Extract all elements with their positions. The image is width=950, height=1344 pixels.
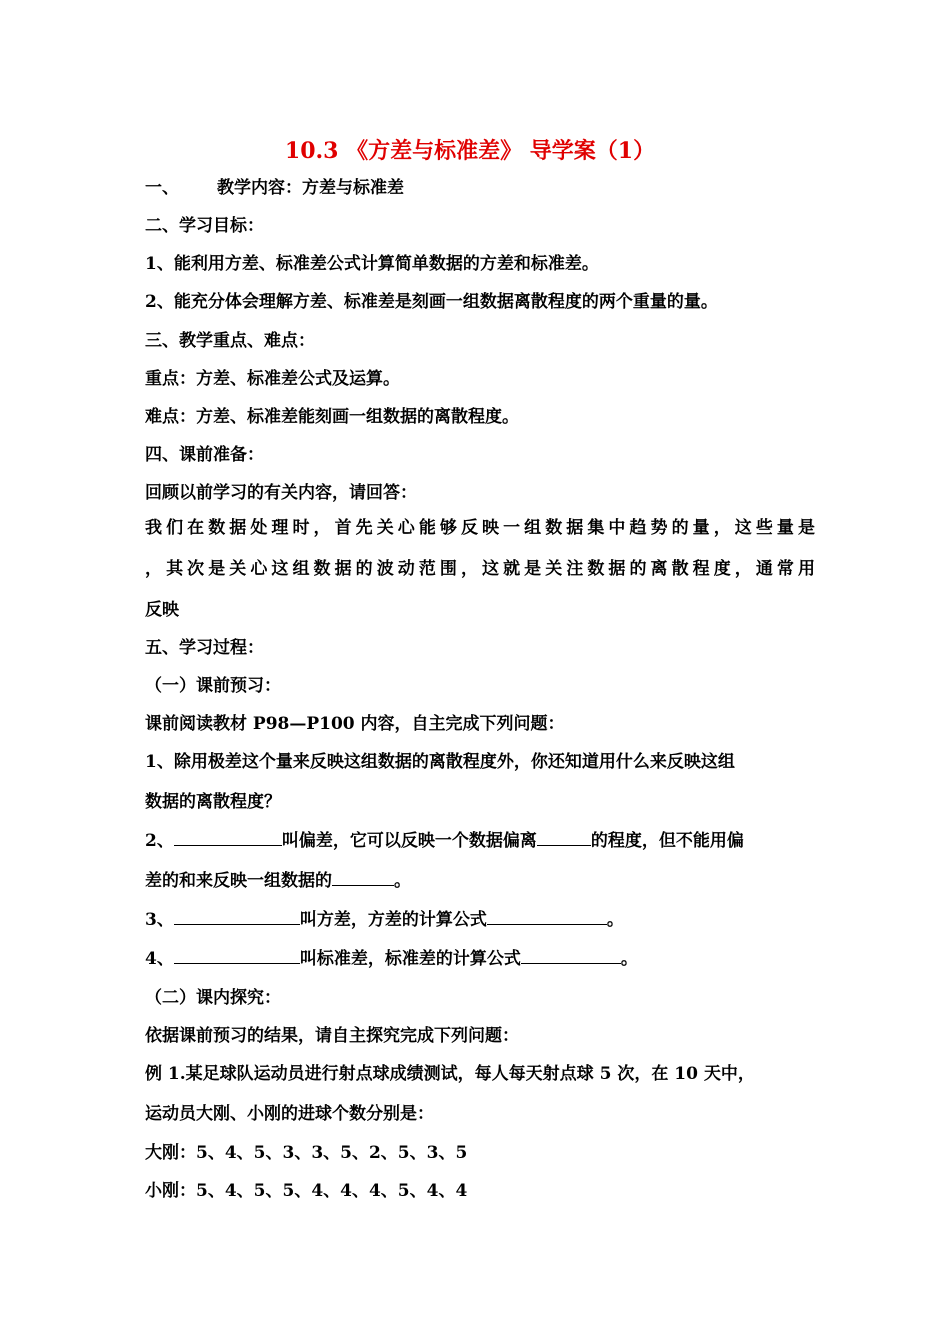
question-2-line-2	[145, 869, 815, 893]
reading-instruction: 课前阅读教材 P98—P100 内容，自主完成下列问题：	[145, 714, 565, 734]
question-1-line-1: 1、除用极差这个量来反映这组数据的离散程度外，你还知道用什么来反映这组	[145, 752, 735, 772]
section-5-heading: 五、学习过程：	[145, 638, 264, 658]
question-2-text-end: 的程度，但不能用偏	[590, 831, 744, 851]
question-2-text-cont: 差的和来反映一组数据的	[145, 871, 332, 891]
part-2-heading: （二）课内探究：	[145, 988, 281, 1008]
key-point: 重点：方差、标准差公式及运算。	[145, 369, 400, 389]
question-4	[145, 947, 815, 971]
goal-2: 2、能充分体会理解方差、标准差是刻画一组数据离散程度的两个重量的量。	[145, 292, 718, 312]
question-3	[145, 908, 815, 932]
question-4-period: 。	[620, 949, 638, 969]
dagang-scores: 大刚：5、4、5、3、3、5、2、5、3、5	[145, 1143, 468, 1163]
question-2-period: 。	[394, 871, 411, 891]
question-2-line-1	[145, 829, 815, 853]
review-line-1: 我们在数据处理时，首先关心能够反映一组数据集中趋势的量，这些量是	[145, 518, 815, 538]
answer-blank[interactable]	[174, 908, 300, 925]
section-1-heading	[145, 176, 815, 200]
document-title: 10.3 《方差与标准差》 导学案（1）	[284, 138, 656, 164]
xiaogang-scores: 小刚：5、4、5、5、4、4、4、5、4、4	[145, 1181, 468, 1201]
answer-blank[interactable]	[537, 829, 591, 846]
question-3-period: 。	[606, 910, 624, 930]
question-4-number: 4、	[145, 949, 174, 969]
question-1-line-2: 数据的离散程度？	[145, 792, 281, 812]
question-3-number: 3、	[145, 910, 174, 930]
section-3-heading: 三、教学重点、难点：	[145, 331, 315, 351]
goal-1: 1、能利用方差、标准差公式计算简单数据的方差和标准差。	[145, 254, 599, 274]
answer-blank[interactable]	[174, 947, 300, 964]
section-1-text: 教学内容：方差与标准差	[217, 178, 404, 198]
review-prompt: 回顾以前学习的有关内容，请回答：	[145, 483, 417, 503]
review-line-3: 反映	[145, 600, 179, 620]
question-4-text: 叫标准差，标准差的计算公式	[299, 949, 521, 969]
answer-blank[interactable]	[521, 947, 621, 964]
explore-instruction: 依据课前预习的结果，请自主探究完成下列问题：	[145, 1026, 519, 1046]
answer-blank[interactable]	[487, 908, 607, 925]
question-3-text: 叫方差，方差的计算公式	[299, 910, 487, 930]
difficult-point: 难点：方差、标准差能刻画一组数据的离散程度。	[145, 407, 519, 427]
answer-blank[interactable]	[174, 829, 282, 846]
part-1-heading: （一）课前预习：	[145, 676, 281, 696]
question-2-number: 2、	[145, 831, 174, 851]
section-2-heading: 二、学习目标：	[145, 216, 264, 236]
section-1-number: 一、	[145, 178, 179, 198]
question-2-text: 叫偏差，它可以反映一个数据偏离	[281, 831, 537, 851]
answer-blank[interactable]	[332, 869, 394, 886]
example-1-line-1: 例 1.某足球队运动员进行射点球成绩测试，每人每天射点球 5 次，在 10 天中，	[145, 1064, 755, 1084]
section-4-heading: 四、课前准备：	[145, 445, 264, 465]
review-line-2: ，其次是关心这组数据的波动范围，这就是关注数据的离散程度，通常用	[145, 559, 815, 579]
example-1-line-2: 运动员大刚、小刚的进球个数分别是：	[145, 1104, 434, 1124]
